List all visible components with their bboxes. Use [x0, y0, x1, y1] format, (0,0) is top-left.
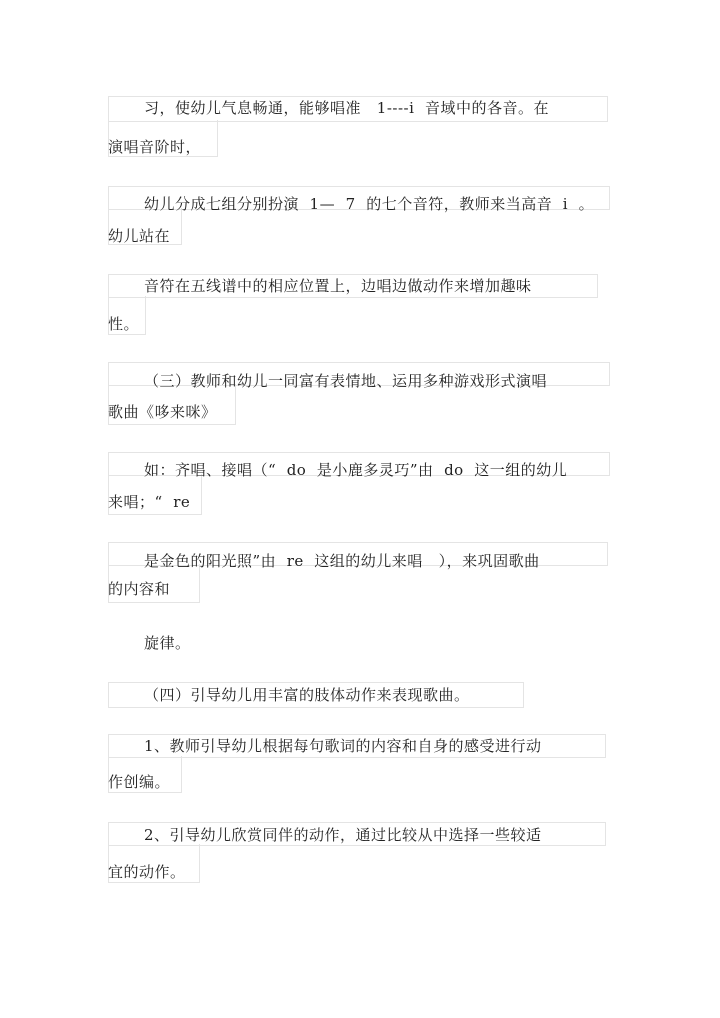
paragraph-8-line-1: （四）引导幼儿用丰富的肢体动作来表现歌曲。	[144, 686, 470, 704]
paragraph-6-line-1: 是金色的阳光照”由 re 这组的幼儿来唱 ），来巩固歌曲	[144, 552, 540, 570]
paragraph-9-line-1: 1、教师引导幼儿根据每句歌词的内容和自身的感受进行动	[144, 737, 542, 755]
paragraph-2-line-2: 幼儿站在	[108, 227, 171, 245]
paragraph-4-line-1: （三）教师和幼儿一同富有表情地、运用多种游戏形式演唱	[144, 372, 548, 390]
paragraph-3-line-2: 性。	[108, 315, 140, 333]
paragraph-6-line-2: 的内容和	[108, 580, 171, 598]
paragraph-10-line-2: 宜的动作。	[108, 863, 186, 881]
paragraph-1-line-2: 演唱音阶时，	[108, 138, 202, 156]
paragraph-5-line-2: 来唱；“ re	[108, 493, 191, 511]
paragraph-10-line-1: 2、引导幼儿欣赏同伴的动作，通过比较从中选择一些较适	[144, 826, 542, 844]
paragraph-9-line-2: 作创编。	[108, 773, 171, 791]
paragraph-7-line-1: 旋律。	[144, 634, 191, 652]
paragraph-2-line-1: 幼儿分成七组分别扮演 1— 7 的七个音符，教师来当高音 i 。	[144, 195, 595, 213]
paragraph-5-line-1: 如：齐唱、接唱（“ do 是小鹿多灵巧”由 do 这一组的幼儿	[144, 461, 568, 479]
paragraph-4-line-2: 歌曲《哆来咪》	[108, 403, 217, 421]
paragraph-3-line-1: 音符在五线谱中的相应位置上，边唱边做动作来增加趣味	[144, 277, 532, 295]
paragraph-1-line-1: 习，使幼儿气息畅通，能够唱准 1----i 音域中的各音。在	[144, 99, 549, 117]
